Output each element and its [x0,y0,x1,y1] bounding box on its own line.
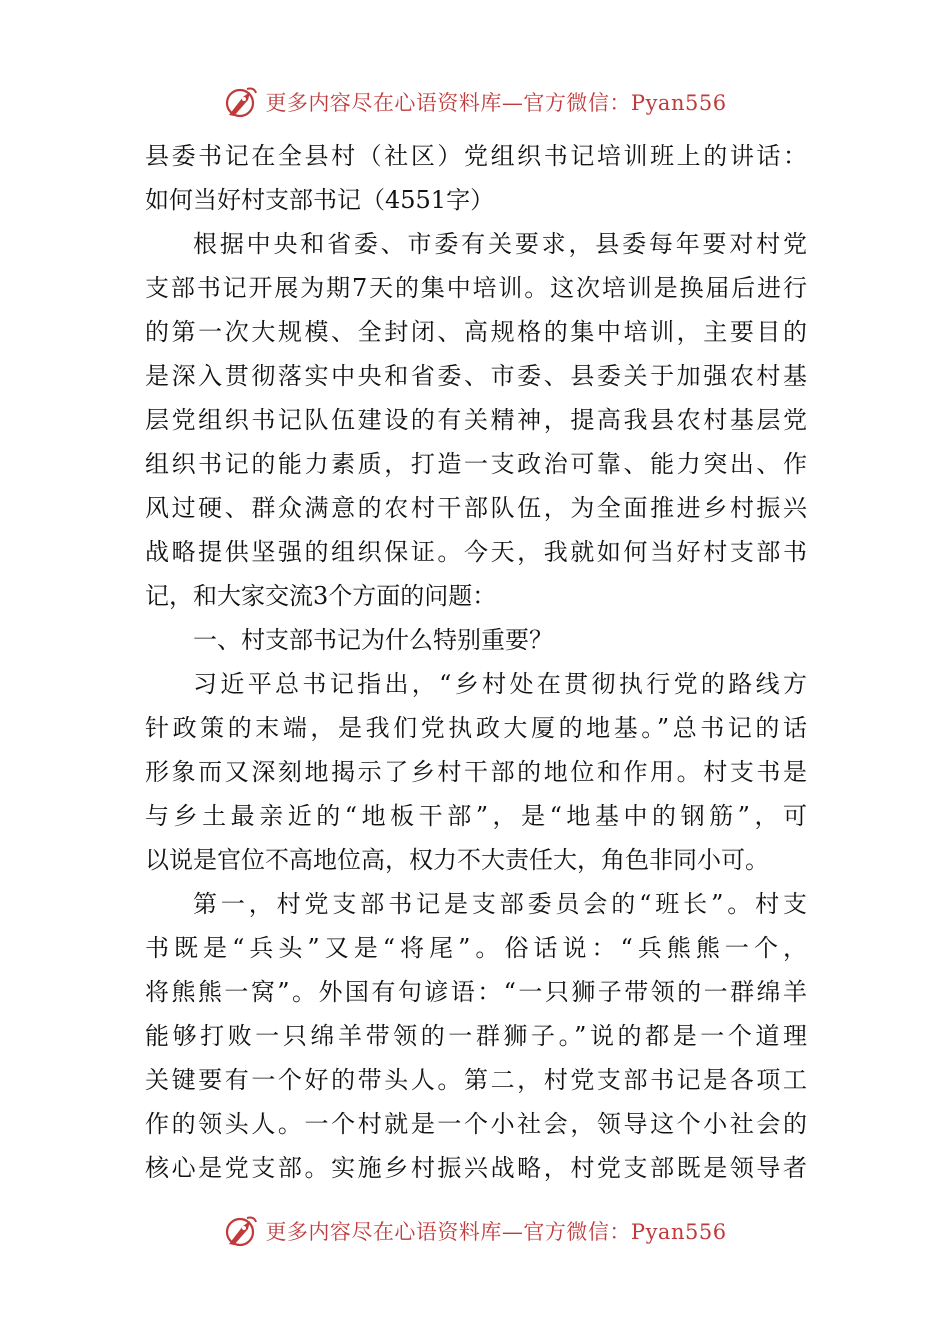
title-line-2: 如何当好村支部书记（4551字） [145,186,495,214]
body-text-line: 一、村支部书记为什么特别重要？ [193,626,553,654]
footer-watermark-text: 更多内容尽在心语资料库—官方微信：Pyan556 [265,1220,727,1244]
body-text-line: 风过硬、群众满意的农村干部队伍，为全面推进乡村振兴 [145,494,807,522]
body-text-line: 层党组织书记队伍建设的有关精神，提高我县农村基层党 [145,406,807,434]
body-text-line: 组织书记的能力素质，打造一支政治可靠、能力突出、作 [145,450,807,478]
body-text-line: 支部书记开展为期7天的集中培训。这次培训是换届后进行 [145,274,807,302]
pen-nib-logo-icon [223,84,259,120]
body-text-line: 关键要有一个好的带头人。第二，村党支部书记是各项工 [145,1066,807,1094]
body-text-line: 核心是党支部。实施乡村振兴战略，村党支部既是领导者 [145,1154,807,1182]
body-text-line: 以说是官位不高地位高，权力不大责任大，角色非同小可。 [145,846,769,874]
body-text-line: 将熊熊一窝”。外国有句谚语：“一只狮子带领的一群绵羊 [145,978,807,1006]
body-text-line: 是深入贯彻落实中央和省委、市委、县委关于加强农村基 [145,362,807,390]
body-text-line: 习近平总书记指出，“乡村处在贯彻执行党的路线方 [193,670,807,698]
body-text-line: 第一，村党支部书记是支部委员会的“班长”。村支 [193,890,807,918]
title-line-1: 县委书记在全县村（社区）党组织书记培训班上的讲话： [145,142,807,170]
body-text-line: 形象而又深刻地揭示了乡村干部的地位和作用。村支书是 [145,758,807,786]
body-text-line: 战略提供坚强的组织保证。今天，我就如何当好村支部书 [145,538,807,566]
body-text-line: 的第一次大规模、全封闭、高规格的集中培训，主要目的 [145,318,807,346]
header-watermark-text: 更多内容尽在心语资料库—官方微信：Pyan556 [265,91,727,115]
pen-nib-logo-icon [223,1213,259,1249]
body-paragraphs [145,222,807,1190]
body-text-line: 记，和大家交流3个方面的问题： [145,582,497,610]
body-text-line: 根据中央和省委、市委有关要求，县委每年要对村党 [193,230,807,258]
footer-watermark-banner [0,1211,950,1251]
body-text-line: 能够打败一只绵羊带领的一群狮子。”说的都是一个道理 [145,1022,807,1050]
document-body [145,134,807,1190]
header-watermark-banner [0,82,950,122]
body-text-line: 针政策的末端，是我们党执政大厦的地基。”总书记的话 [145,714,807,742]
body-text-line: 书既是“兵头”又是“将尾”。俗话说：“兵熊熊一个， [145,934,807,962]
body-text-line: 作的领头人。一个村就是一个小社会，领导这个小社会的 [145,1110,807,1138]
body-text-line: 与乡土最亲近的“地板干部”，是“地基中的钢筋”，可 [145,802,807,830]
